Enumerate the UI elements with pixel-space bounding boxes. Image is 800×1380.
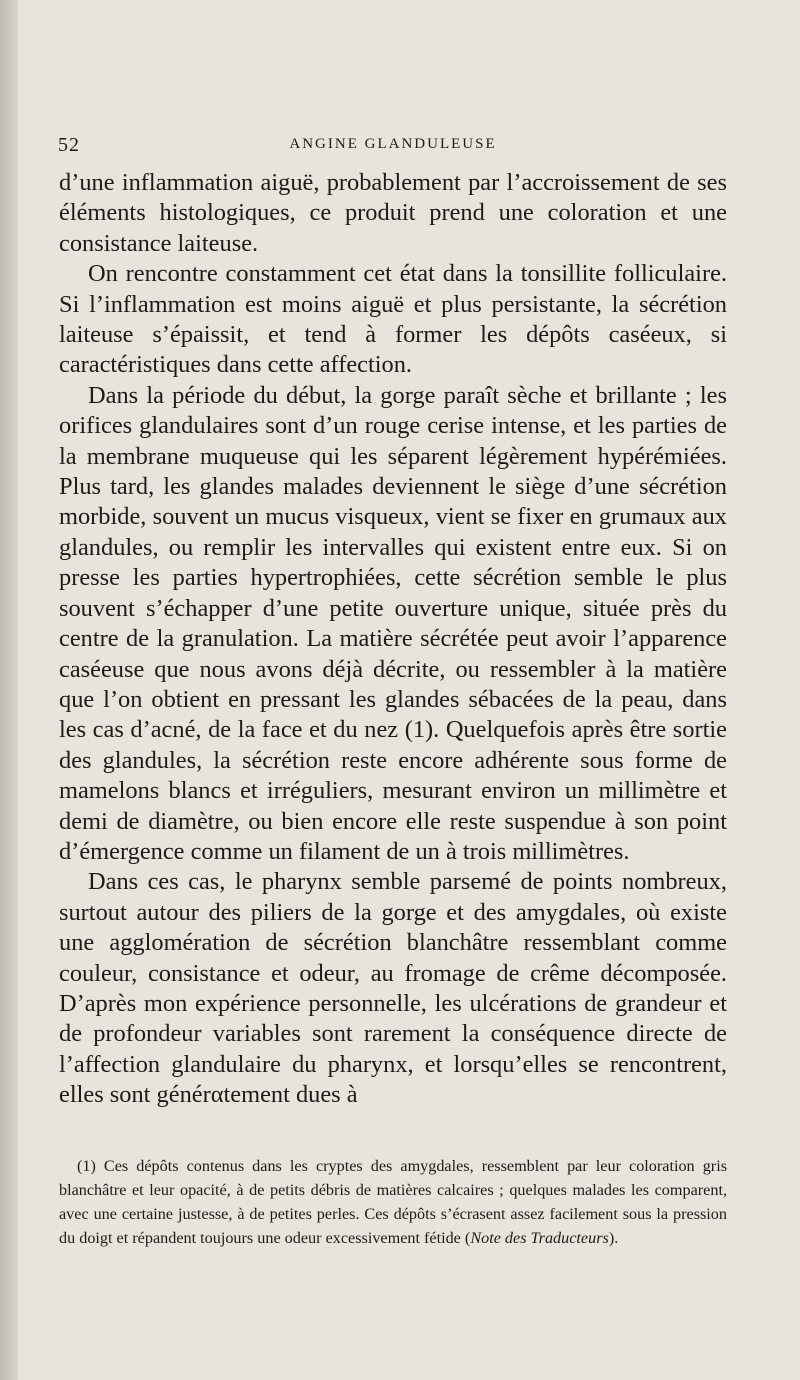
- running-head: ANGINE GLANDULEUSE: [289, 136, 497, 152]
- footnote-closing: ).: [608, 1229, 619, 1247]
- paragraph-3: Dans la période du début, la gorge paraît sèche et brillante ; les orifices glandulaires sont d’un rouge cerise intense, et les parties de la membrane muqueuse qui les séparent légèrement hypérémiées. Plus tard, les glandes malades deviennent le siège d’une sécrétion morbide, souvent un mucus visqueux, vient se fixer en grumaux aux glandules, ou remplir les intervalles qui existent entre eux. Si on presse les parties hypertrophiées, cette sécrétion semble le plus souvent s’échapper d’une petite ouverture unique, située près du centre de la granulation. La matière sécrétée peut avoir l’apparence caséeuse que nous avons déjà décrite, ou ressembler à la matière que l’on obtient en pressant les glandes sébacées de la peau, dans les cas d’acné, de la face et du nez (1). Quelquefois après être sortie des glandules, la sécrétion reste encore adhérente sous forme de mamelons blancs et irréguliers, mesurant environ un millimètre et demi de diamètre, ou bien encore elle reste suspendue à son point d’émergence comme un filament de un à trois millimètres.: [59, 381, 727, 865]
- page-header: [58, 130, 728, 160]
- paragraph-4: Dans ces cas, le pharynx semble parsemé de points nombreux, surtout autour des piliers de la gorge et des amygdales, où existe une agglomération de sécrétion blanchâtre ressemblant comme couleur, consistance et odeur, au fromage de crême décomposée. D’après mon expérience personnelle, les ulcérations de grandeur et de profondeur variables sont rarement la conséquence directe de l’affection glandulaire du pharynx, et lorsqu’elles se rencontrent, elles sont générαtement dues à: [59, 868, 727, 1109]
- footnote-1: [59, 1154, 727, 1250]
- page-number: 52: [58, 134, 80, 156]
- footnote-note-label: Note des Traducteurs: [470, 1229, 609, 1247]
- paragraph-2: On rencontre constamment cet état dans la tonsillite folliculaire. Si l’inflammation est moins aiguë et plus persistante, la sécrétion laiteuse s’épaissit, et tend à former les dépôts caséeux, si caractéristiques dans cette affection.: [59, 260, 727, 379]
- scan-edge: [0, 0, 18, 1380]
- footnote: [59, 1154, 727, 1250]
- paragraph-1: d’une inflammation aiguë, probablement par l’accroissement de ses éléments histologiques, ce produit prend une coloration et une consistance laiteuse.: [59, 169, 727, 257]
- main-text: [59, 168, 727, 1111]
- book-page: [18, 0, 800, 1380]
- footnote-text: (1) Ces dépôts contenus dans les cryptes des amygdales, ressemblent par leur coloration gris blanchâtre et leur opacité, à de petits débris de matières calcaires ; quelques malades les comparent, avec une certaine justesse, à de petites perles. Ces dépôts s’écrasent assez facilement sous la pression du doigt et répandent toujours une odeur excessivement fétide (: [59, 1157, 727, 1247]
